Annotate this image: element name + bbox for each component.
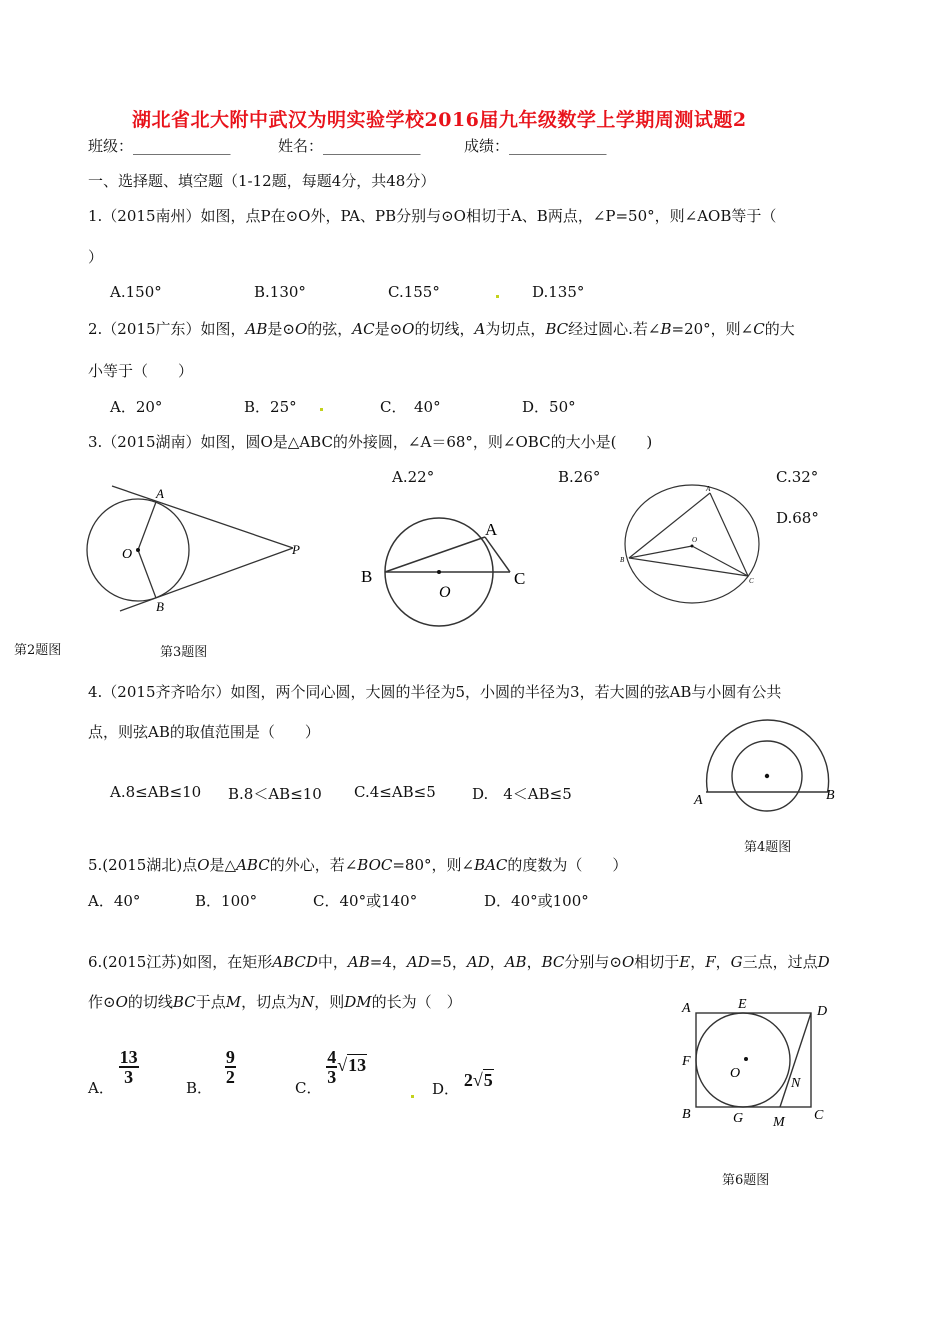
q2-var: C (753, 320, 765, 338)
q6-var: AD (406, 953, 430, 971)
q2-seg: 2.（2015广东）如图， (88, 320, 246, 338)
q2-var: BC (545, 320, 569, 338)
q2-var: O (294, 320, 308, 338)
coefficient: 2 (463, 1070, 473, 1090)
q4-option-c: C.4≤AB≤5 (354, 783, 436, 801)
denominator: 2 (225, 1067, 235, 1087)
fig1-label-o: O (122, 547, 133, 562)
q6-var: BC (541, 953, 565, 971)
q6-seg: 分别与⊙ (564, 953, 622, 971)
radical: √13 (337, 1055, 367, 1075)
q4-text: 4.（2015齐齐哈尔）如图，两个同心圆，大圆的半径为5，小圆的半径为3，若大圆的弦AB与小圆有公共 (88, 683, 782, 701)
score-blank: _____________ (509, 137, 607, 155)
fraction (225, 1048, 236, 1086)
q6-seg: ， (489, 953, 505, 971)
fig1-label-a: A (156, 486, 164, 501)
q2-var: O (402, 320, 415, 338)
q6-var: O (621, 953, 635, 971)
q2-option-d: D．50° (522, 398, 576, 416)
fig3-label-c: C (749, 577, 754, 585)
q1-option-a: A.150° (110, 283, 162, 301)
q3-option-a: A.22° (392, 468, 435, 486)
q3-option-b: B.26° (558, 468, 601, 486)
q2-seg: =20°，则∠ (671, 320, 754, 338)
option-label: A． (88, 1079, 114, 1097)
score-label: 成绩： (464, 137, 510, 155)
q5-var: BOC (357, 856, 393, 874)
q2-seg: 经过圆心.若∠ (568, 320, 661, 338)
q2-seg: 的大 (764, 320, 795, 338)
q2-seg: 是⊙ (267, 320, 295, 338)
fig6-label-f: F (682, 1054, 691, 1069)
q3-option-c: C.32° (776, 468, 819, 486)
q6-var: ABCD (272, 953, 318, 971)
q2-option-b: B．25° (244, 398, 297, 416)
q2-seg: 是⊙ (374, 320, 403, 338)
q6-seg: ， (715, 953, 731, 971)
tangent-figure (80, 478, 400, 618)
q5-seg: 5.(2015湖北)点 (88, 856, 198, 874)
fraction (119, 1048, 139, 1086)
q6-seg: ，则 (314, 993, 345, 1011)
q2-var: AB (245, 320, 268, 338)
q6-seg: 6.(2015江苏)如图，在矩形 (88, 953, 273, 971)
q5-var: ABC (236, 856, 270, 874)
q1-text-cont: ） (88, 248, 104, 266)
name-label: 姓名： (278, 137, 324, 155)
numerator: 4 (327, 1047, 337, 1067)
q6-var: AB (504, 953, 527, 971)
q6-option-a (88, 1048, 139, 1098)
fig6-label-o: O (730, 1066, 741, 1081)
numerator: 13 (119, 1047, 138, 1067)
q6-seg: 的长为（ ） (371, 993, 462, 1011)
fig6-label-d: D (817, 1004, 828, 1019)
option-label: D． (432, 1080, 460, 1098)
q6-option-d (432, 1070, 494, 1099)
q5-var: O (197, 856, 210, 874)
q2-option-c: C． 40° (380, 398, 441, 416)
q5-seg: 是△ (209, 856, 237, 874)
fig2-label-b: B (361, 567, 373, 586)
q6-seg: =4， (369, 953, 407, 971)
fig6-caption: 第6题图 (722, 1173, 770, 1188)
circumcircle-figure (618, 482, 788, 612)
q6-var: AB (347, 953, 370, 971)
q6-seg: 于点 (195, 993, 226, 1011)
fig3-label-a: A (706, 485, 711, 493)
q5-option-d: D．40°或100° (484, 892, 589, 910)
denominator: 3 (124, 1067, 134, 1087)
fig1-label-p: P (292, 542, 300, 557)
q5-seg: 的外心，若∠ (269, 856, 358, 874)
q1-option-d: D.135° (532, 283, 585, 301)
q5-option-c: C．40°或140° (313, 892, 418, 910)
q6-option-c (295, 1048, 367, 1098)
fig2-label-c: C (514, 569, 526, 588)
class-field (88, 135, 231, 156)
numerator: 9 (225, 1047, 235, 1067)
q2-text-cont: 小等于（ ） (88, 362, 194, 380)
q2-seg: 的切线， (414, 320, 475, 338)
q4-option-d: D. 4＜AB≤5 (472, 785, 572, 803)
option-label: C． (295, 1079, 322, 1097)
fig6-label-m: M (773, 1115, 785, 1130)
q6-text (88, 951, 830, 972)
q1-option-c: C.155° (388, 283, 440, 301)
q6-var: F (705, 953, 716, 971)
fig6-label-e: E (738, 997, 747, 1012)
q6-var: N (301, 993, 315, 1011)
fig6-label-b: B (682, 1107, 691, 1122)
q2-var: AC (352, 320, 375, 338)
q2-var: A (474, 320, 486, 338)
fig4-label-b: B (826, 788, 835, 803)
speck (320, 408, 323, 411)
score-field (464, 135, 607, 156)
q6-var: AD (466, 953, 490, 971)
q6-var: O (115, 993, 128, 1011)
fig3-caption: 第3题图 (160, 645, 208, 660)
fig4-caption: 第4题图 (744, 840, 792, 855)
fig6-label-g: G (733, 1111, 744, 1126)
q3-text: 3.（2015湖南）如图，圆O是△ABC的外接圆，∠A＝68°，则∠OBC的大小是( ) (88, 433, 653, 451)
name-blank: _____________ (323, 137, 421, 155)
q6-seg: ，切点为 (241, 993, 302, 1011)
fig3-label-o: O (692, 536, 698, 544)
class-blank: _____________ (133, 137, 231, 155)
fig6-label-c: C (814, 1108, 824, 1123)
fig1-label-b: B (156, 599, 164, 614)
q5-option-b: B．100° (195, 892, 258, 910)
q1-text: 1.（2015南州）如图，点P在⊙O外，PA、PB分别与⊙O相切于A、B两点，∠P=50°，则∠AOB等于（ (88, 207, 777, 225)
fig2-label-o: O (439, 584, 451, 601)
q6-seg: 的切线 (127, 993, 173, 1011)
fig3-label-b: B (620, 556, 625, 564)
name-field (278, 135, 421, 156)
q6-seg: 中， (317, 953, 348, 971)
concentric-circles-figure (690, 705, 850, 835)
q6-var: E (679, 953, 691, 971)
fraction (326, 1048, 337, 1086)
q6-seg: ， (690, 953, 706, 971)
q2-seg: 为切点， (485, 320, 546, 338)
q6-option-b (186, 1048, 236, 1098)
fig2-caption: 第2题图 (14, 643, 62, 658)
q2-var: B (660, 320, 672, 338)
class-label: 班级： (88, 137, 134, 155)
fig4-label-a: A (694, 793, 703, 808)
q6-seg: 作⊙ (88, 993, 116, 1011)
fig6-label-a: A (682, 1001, 691, 1016)
rectangle-circle-figure (678, 995, 848, 1135)
q6-seg: =5， (429, 953, 467, 971)
q1-option-b: B.130° (254, 283, 306, 301)
q6-var: G (730, 953, 743, 971)
section-heading: 一、选择题、填空题（1-12题，每题4分，共48分） (88, 172, 436, 190)
q4-text-cont: 点，则弦AB的取值范围是（ ） (88, 723, 320, 741)
q6-seg: ， (526, 953, 542, 971)
q6-var: M (225, 993, 242, 1011)
q6-var: D (817, 953, 830, 971)
q5-seg: 的度数为（ ） (507, 856, 628, 874)
q4-option-b: B.8＜AB≤10 (228, 785, 322, 803)
radicand: 13 (348, 1055, 367, 1075)
fig2-label-a: A (485, 520, 498, 539)
speck (496, 295, 499, 298)
q5-var: BAC (474, 856, 508, 874)
q2-option-a: A．20° (110, 398, 163, 416)
speck (411, 1095, 414, 1098)
q6-seg: 三点，过点 (742, 953, 818, 971)
q4-option-a: A.8≤AB≤10 (110, 783, 202, 801)
option-label: B． (186, 1079, 213, 1097)
fig6-label-n: N (791, 1076, 801, 1091)
tangent-chord-figure (355, 515, 555, 655)
page-title: 湖北省北大附中武汉为明实验学校2016届九年级数学上学期周测试题2 (132, 109, 747, 131)
q3-option-d: D.68° (776, 509, 819, 527)
q5-text (88, 854, 627, 875)
q6-var: DM (344, 993, 372, 1011)
q6-seg: 相切于 (634, 953, 680, 971)
q5-seg: =80°，则∠ (392, 856, 475, 874)
q6-text-cont (88, 991, 462, 1012)
radicand: 5 (483, 1070, 493, 1090)
q2-seg: 的弦， (307, 320, 353, 338)
radical: 2√5 (463, 1070, 493, 1090)
denominator: 3 (327, 1067, 337, 1087)
q5-option-a: A．40° (88, 892, 141, 910)
q2-text (88, 318, 795, 339)
q6-var: BC (172, 993, 196, 1011)
